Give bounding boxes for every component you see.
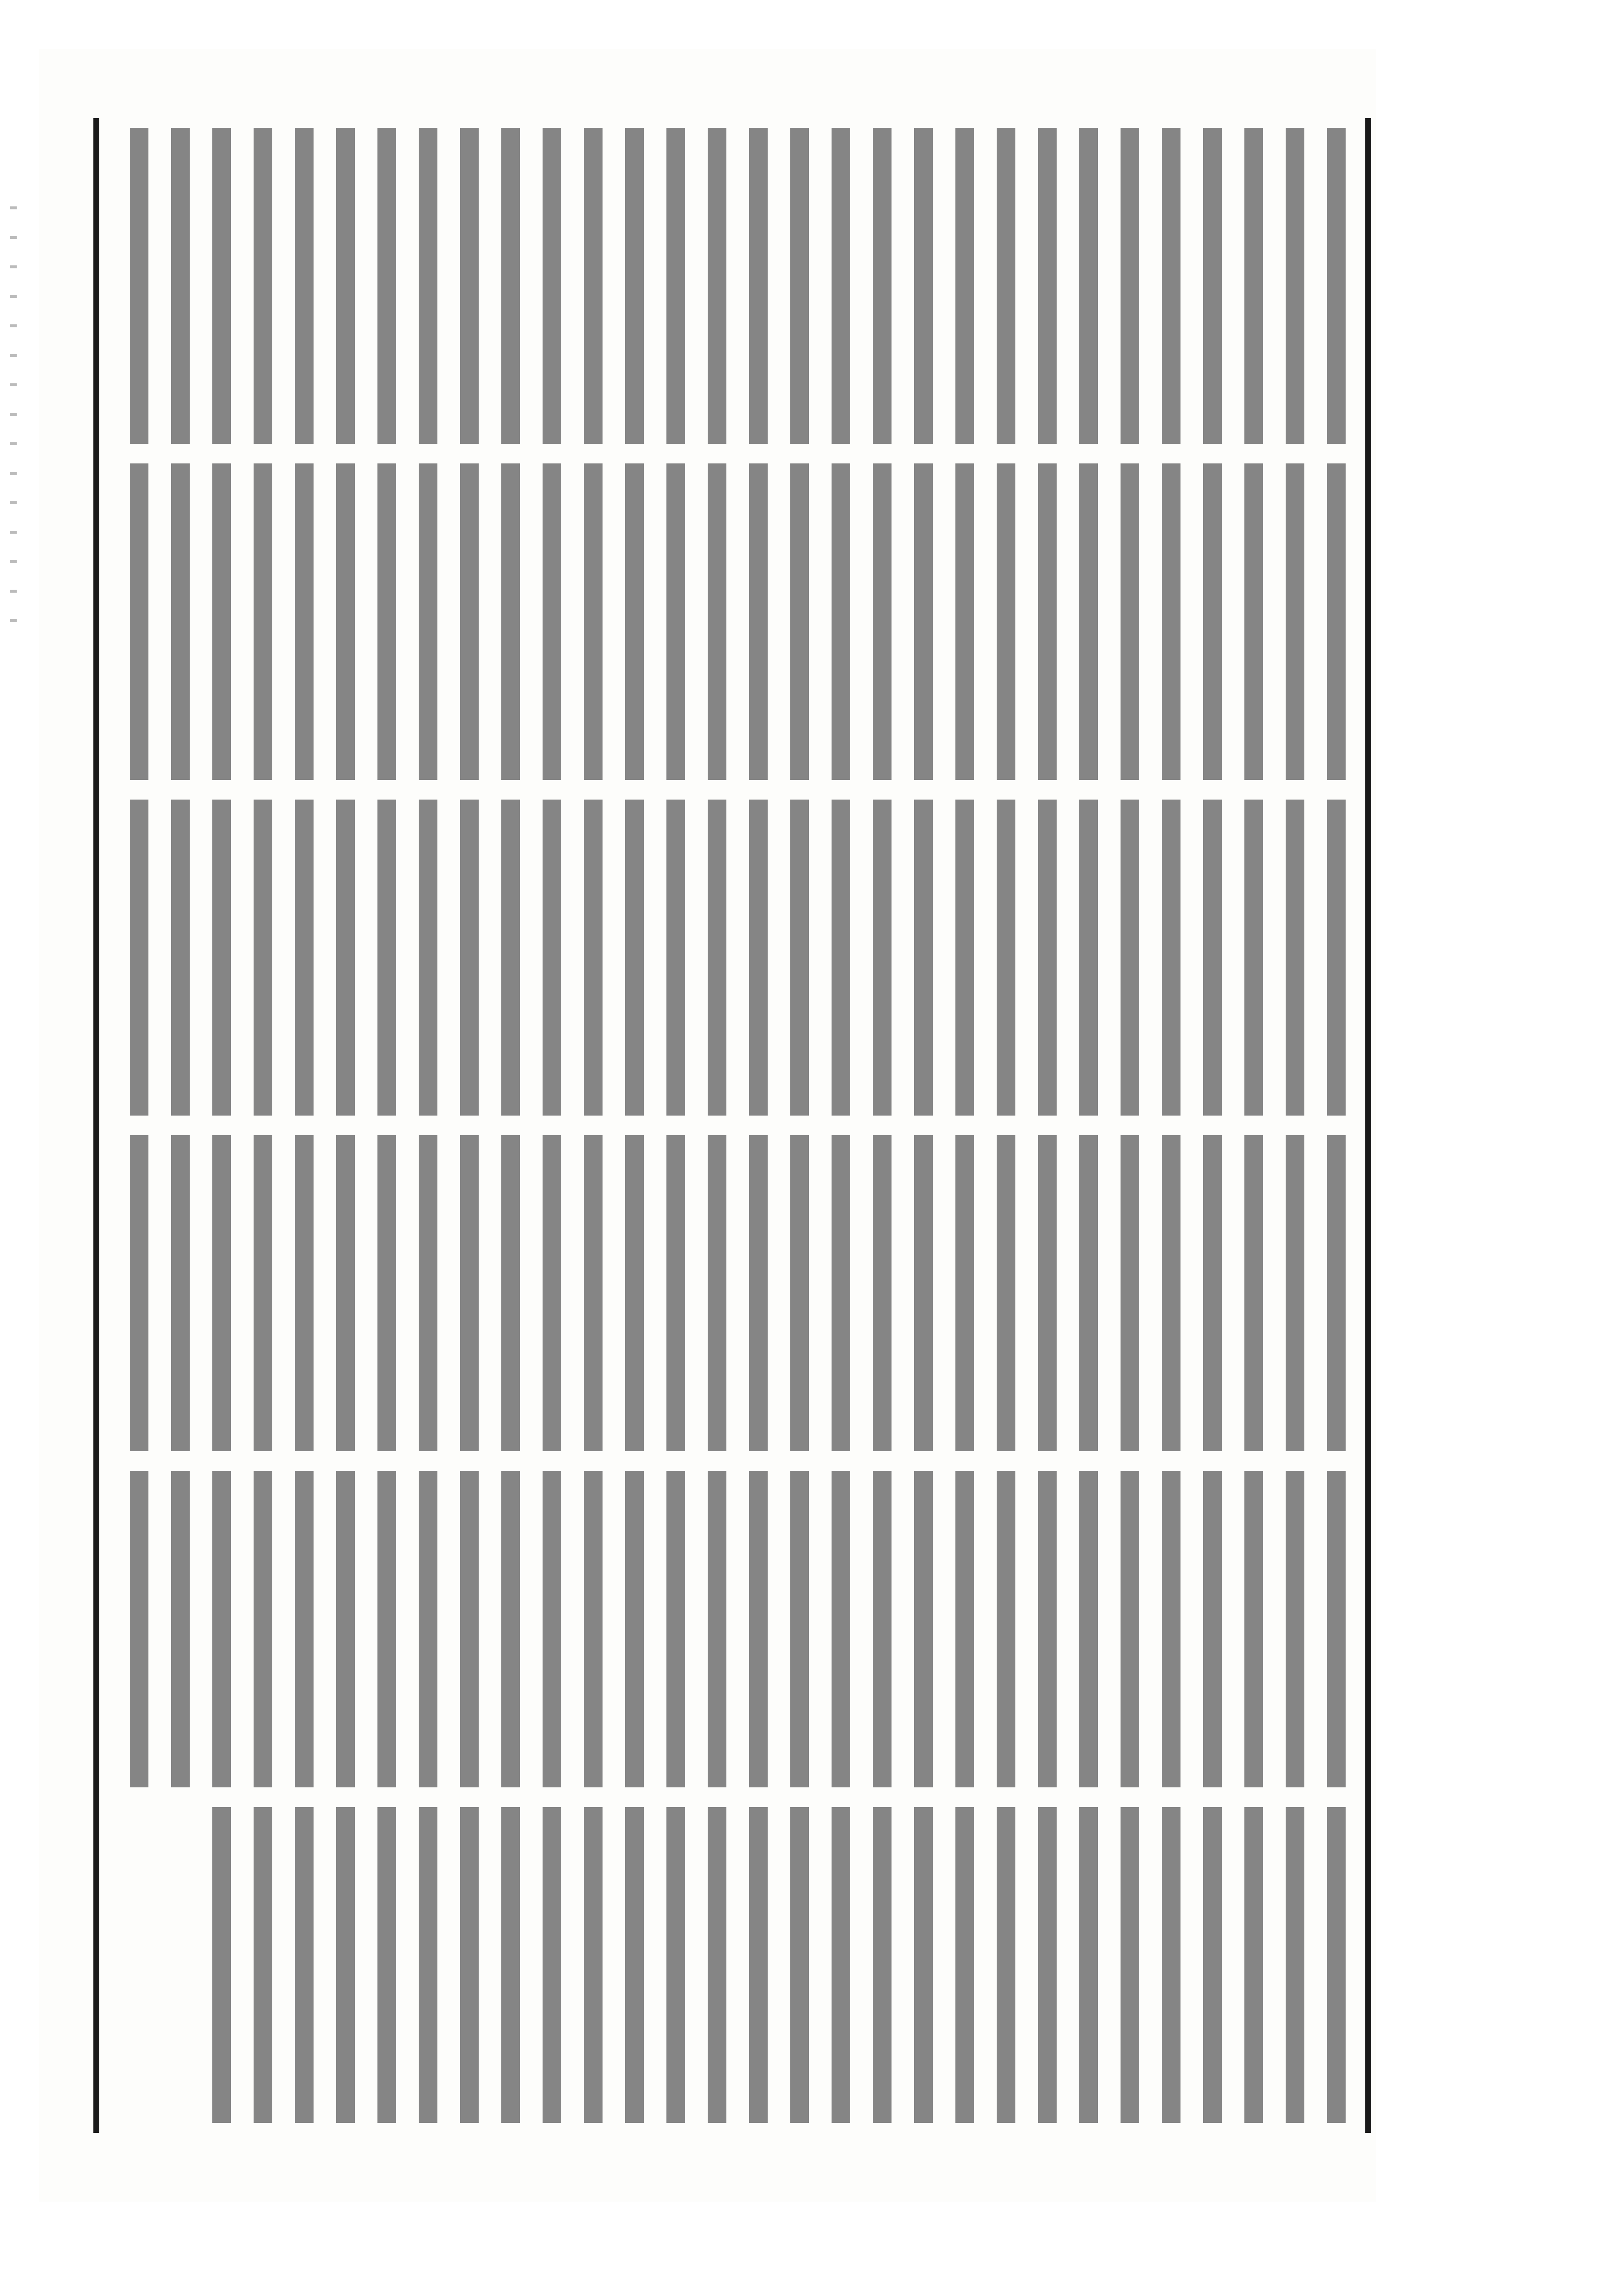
article-column-1: [119, 128, 1346, 444]
article-column-3: [119, 800, 1346, 1116]
newspaper-clipping: [39, 49, 1376, 2202]
article-column-6: [119, 1807, 1346, 2123]
article-column-4: [119, 1135, 1346, 1451]
article-column-5: [119, 1471, 1346, 1787]
article-rotated: [93, 118, 1371, 2133]
article-columns: [99, 118, 1365, 2133]
article-column-2: [119, 463, 1346, 779]
bottom-rule: [93, 118, 99, 2133]
top-rule: [1365, 118, 1371, 2133]
scan-edge-marks: [10, 206, 17, 649]
